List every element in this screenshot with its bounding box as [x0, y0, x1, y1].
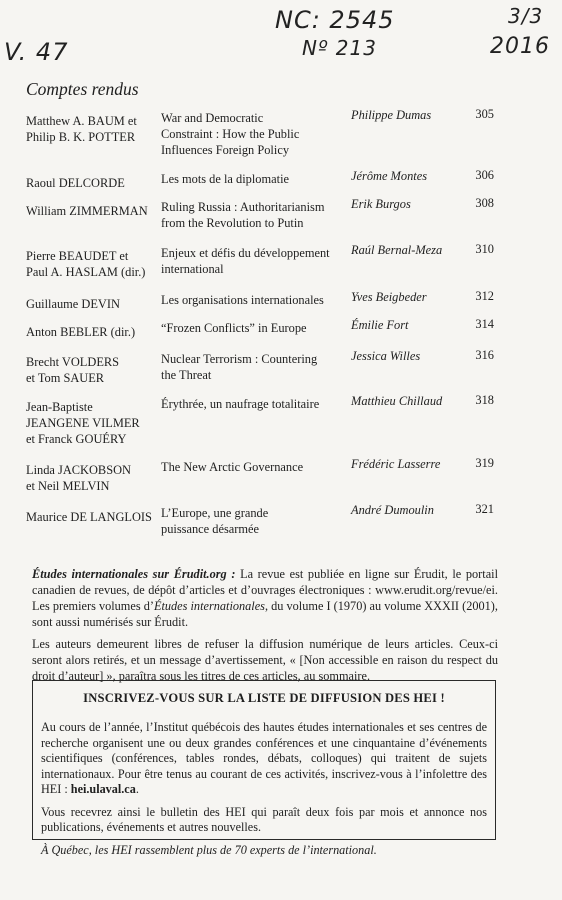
handwritten-call-number: NC: 2545 [275, 6, 395, 34]
hei-heading: INSCRIVEZ-VOUS SUR LA LISTE DE DIFFUSION DES HEI ! [83, 691, 445, 705]
title-line: L’Europe, une grande [161, 506, 269, 520]
handwritten-fraction: 3/3 [508, 4, 544, 28]
review-author [26, 296, 156, 312]
author-line: Brecht VOLDERS [26, 355, 120, 369]
author-line: Matthew A. BAUM et [26, 114, 137, 128]
review-page-number: 316 [475, 348, 494, 362]
review-reviewer: Émilie Fort [351, 318, 409, 332]
review-page-number: 312 [475, 289, 494, 303]
title-line: Nuclear Terrorism : Countering [161, 352, 318, 366]
hei-link[interactable]: hei.ulaval.ca [70, 782, 136, 796]
author-line: Paul A. HASLAM (dir.) [26, 265, 146, 279]
hei-paragraph-2: Vous recevrez ainsi le bulletin des HEI qui paraît deux fois par mois et annonce nos publications, événements et autres nouvelles. [41, 804, 487, 834]
title-line: Influences Foreign Policy [161, 143, 290, 157]
title-line: from the Revolution to Putin [161, 216, 304, 230]
review-author [26, 203, 156, 219]
review-page-number: 310 [475, 242, 494, 256]
title-line: War and Democratic [161, 111, 264, 125]
handwritten-issue-number: Nº 213 [302, 36, 377, 60]
review-reviewer: Raúl Bernal-Meza [351, 243, 443, 257]
title-line: Les organisations internationales [161, 293, 324, 307]
review-reviewer: Philippe Dumas [351, 108, 432, 122]
review-author [26, 324, 156, 340]
review-author [26, 399, 156, 447]
review-page-number: 319 [475, 456, 494, 470]
notice-paragraph-2: Les auteurs demeurent libres de refuser la diffusion numérique de leurs articles. Ceux-ci seront alors retirés, et un message d’avertissement, « [Non accessible en raison du respect du droit d’auteur] », paraîtra sous les titres de ces articles, au sommaire. [32, 637, 498, 683]
review-reviewer: Jérôme Montes [351, 169, 428, 183]
title-line: Ruling Russia : Authoritarianism [161, 200, 325, 214]
notice-lead: Études internationales sur Érudit.org : [32, 567, 236, 581]
hei-subscription-box [32, 680, 496, 857]
hei-tagline: À Québec, les HEI rassemblent plus de 70 experts de l’international. [41, 842, 377, 857]
title-line: The New Arctic Governance [161, 460, 304, 474]
review-book-title [161, 351, 349, 383]
review-page-number: 314 [475, 317, 494, 331]
erudit-notice [32, 566, 498, 690]
review-author [26, 248, 156, 280]
author-line: et Tom SAUER [26, 371, 105, 385]
author-line: William ZIMMERMAN [26, 204, 148, 218]
review-reviewer: Matthieu Chillaud [351, 394, 443, 408]
review-reviewer: Frédéric Lasserre [351, 457, 441, 471]
author-line: Linda JACKOBSON [26, 463, 131, 477]
review-reviewer: André Dumoulin [351, 503, 434, 517]
author-line: et Neil MELVIN [26, 479, 110, 493]
review-book-title [161, 292, 349, 308]
title-line: puissance désarmée [161, 522, 260, 536]
author-line: Raoul DELCORDE [26, 176, 125, 190]
author-line: Philip B. K. POTTER [26, 130, 136, 144]
author-line: et Franck GOUÉRY [26, 432, 127, 446]
author-line: Guillaume DEVIN [26, 297, 120, 311]
author-line: Maurice DE LANGLOIS [26, 510, 152, 524]
review-reviewer: Jessica Willes [351, 349, 421, 363]
review-book-title [161, 396, 349, 412]
review-book-title [161, 459, 349, 475]
section-title: Comptes rendus [26, 79, 139, 99]
review-author [26, 354, 156, 386]
review-page-number: 306 [475, 168, 494, 182]
hei-paragraph-1: Au cours de l’année, l’Institut québécois des hautes études internationales et ses centres de recherche organisent une ou deux grandes conférences et une cinquantaine d’événements scientifiques (conférences, tables rondes, débats, colloques) qui traitent de sujets internationaux. Pour être tenus au courant de ces activités, inscrivez-vous à l’infolettre des HEI : hei.ulaval.ca. [41, 720, 487, 796]
title-line: Érythrée, un naufrage totalitaire [161, 397, 320, 411]
title-line: the Threat [161, 368, 212, 382]
review-author [26, 175, 156, 191]
review-author [26, 509, 156, 525]
title-line: international [161, 262, 224, 276]
author-line: JEANGENE VILMER [26, 416, 140, 430]
review-book-title [161, 171, 349, 187]
author-line: Anton BEBLER (dir.) [26, 325, 136, 339]
title-line: Constraint : How the Public [161, 127, 300, 141]
handwritten-volume: V. 47 [4, 38, 69, 66]
handwritten-year: 2016 [490, 34, 550, 59]
notice-paragraph-1: Études internationales sur Érudit.org : La revue est publiée en ligne sur Érudit, le portail canadien de revues, de dépôt d’articles et d’ouvrages électroniques : www.erudit.org/revue/ei. Les premiers volumes d’Études internationales, du volume I (1970) au volume XXXII (2001), sont aussi numérisés sur Érudit. [32, 567, 498, 629]
review-book-title [161, 505, 349, 537]
review-author [26, 462, 156, 494]
review-page-number: 318 [475, 393, 494, 407]
review-book-title [161, 199, 349, 231]
author-line: Jean-Baptiste [26, 400, 93, 414]
title-line: Enjeux et défis du développement [161, 246, 330, 260]
review-reviewer: Erik Burgos [351, 197, 411, 211]
author-line: Pierre BEAUDET et [26, 249, 129, 263]
review-book-title [161, 245, 349, 277]
review-book-title [161, 320, 349, 336]
review-page-number: 305 [475, 107, 494, 121]
review-reviewer: Yves Beigbeder [351, 290, 427, 304]
review-book-title [161, 110, 349, 158]
title-line: “Frozen Conflicts” in Europe [161, 321, 307, 335]
review-page-number: 308 [475, 196, 494, 210]
review-page-number: 321 [475, 502, 494, 516]
review-author [26, 113, 156, 145]
title-line: Les mots de la diplomatie [161, 172, 290, 186]
